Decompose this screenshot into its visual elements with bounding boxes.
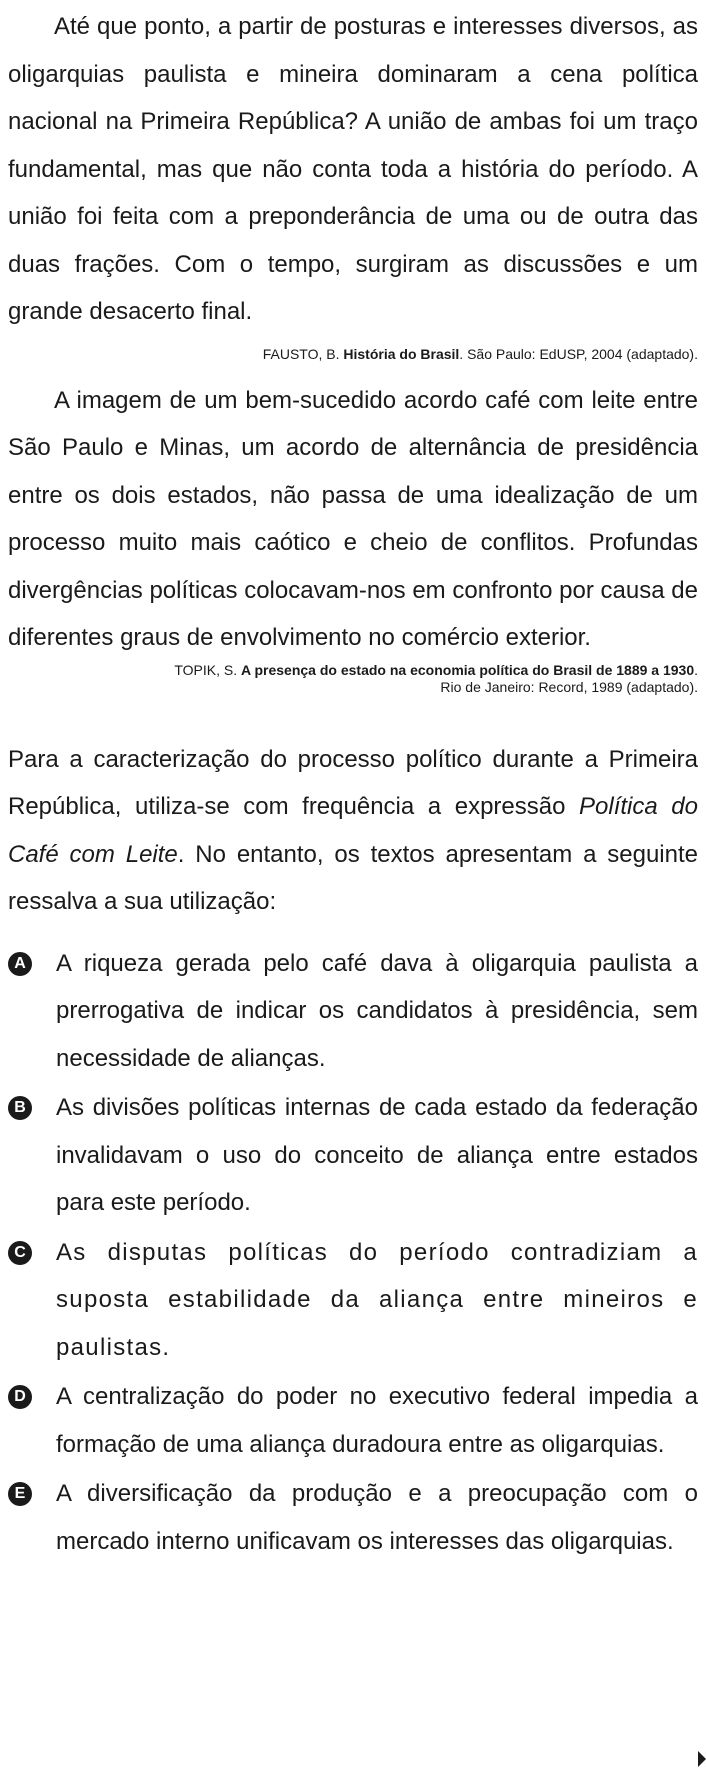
option-c[interactable] <box>8 1229 698 1372</box>
text-2-cite-title: A presença do estado na economia política do Brasil de 1889 a 1930 <box>241 661 695 678</box>
option-c-text: As disputas políticas do período contradiziam a suposta estabilidade da aliança entre mineiros e paulistas. <box>56 1238 698 1361</box>
text-2-cite-line2: Rio de Janeiro: Record, 1989 (adaptado). <box>440 678 698 695</box>
option-e-text: A diversificação da produção e a preocupação com o mercado interno unificavam os interesses das oligarquias. <box>56 1480 698 1555</box>
text-1-body: Até que ponto, a partir de posturas e interesses diversos, as oligarquias paulista e mineira dominaram a cena política nacional na Primeira República? A união de ambas foi um traço fundamental, mas que não conta toda a história do período. A união foi feita com a preponderância de uma ou de outra das duas frações. Com o tempo, surgiram as discussões e um grande desacerto final. <box>8 13 698 325</box>
option-a-letter-badge: A <box>8 952 32 976</box>
option-e-letter-badge: E <box>8 1482 32 1506</box>
scroll-indicator-icon <box>698 1751 706 1767</box>
text-1-cite-title: História do Brasil <box>343 345 460 362</box>
option-e[interactable] <box>8 1470 698 1565</box>
text-2-body: A imagem de um bem-sucedido acordo café com leite entre São Paulo e Minas, um acordo de alternância de presidência entre os dois estados, não passa de uma idealização de um processo muito mais caótico e cheio de conflitos. Profundas divergências políticas colocavam-nos em confronto por causa de diferentes graus de envolvimento no comércio exterior. <box>8 386 698 651</box>
question-after: . No entanto, os textos apresentam a seguinte ressalva a sua utilização: <box>8 840 699 915</box>
option-a-text: A riqueza gerada pelo café dava à oligarquia paulista a prerrogativa de indicar os candidatos à presidência, sem necessidade de alianças. <box>56 949 698 1072</box>
text-1-cite-author: FAUSTO, B. <box>262 345 344 362</box>
question-before: Para a caracterização do processo político durante a Primeira República, utiliza-se com frequência a expressão <box>8 745 698 820</box>
text-2-cite-rest: . <box>694 661 698 678</box>
option-d[interactable] <box>8 1373 698 1468</box>
option-a[interactable] <box>8 940 698 1083</box>
text-1-cite-rest: . São Paulo: EdUSP, 2004 (adaptado). <box>459 345 698 362</box>
question-italic-term: Política do Café com Leite <box>8 793 698 868</box>
option-b-letter-badge: B <box>8 1096 32 1120</box>
text-2-cite-author: TOPIK, S. <box>174 661 241 678</box>
option-d-letter-badge: D <box>8 1385 32 1409</box>
question-page <box>8 0 698 1567</box>
option-d-text: A centralização do poder no executivo federal impedia a formação de uma aliança duradoura entre as oligarquias. <box>56 1383 698 1458</box>
option-c-letter-badge: C <box>8 1241 32 1265</box>
option-b-text: As divisões políticas internas de cada estado da federação invalidavam o uso do conceito de aliança entre estados para este período. <box>56 1094 698 1216</box>
text-1-citation <box>8 346 698 363</box>
option-b[interactable] <box>8 1084 698 1227</box>
question-stem <box>8 736 698 926</box>
text-2-citation <box>8 662 698 696</box>
